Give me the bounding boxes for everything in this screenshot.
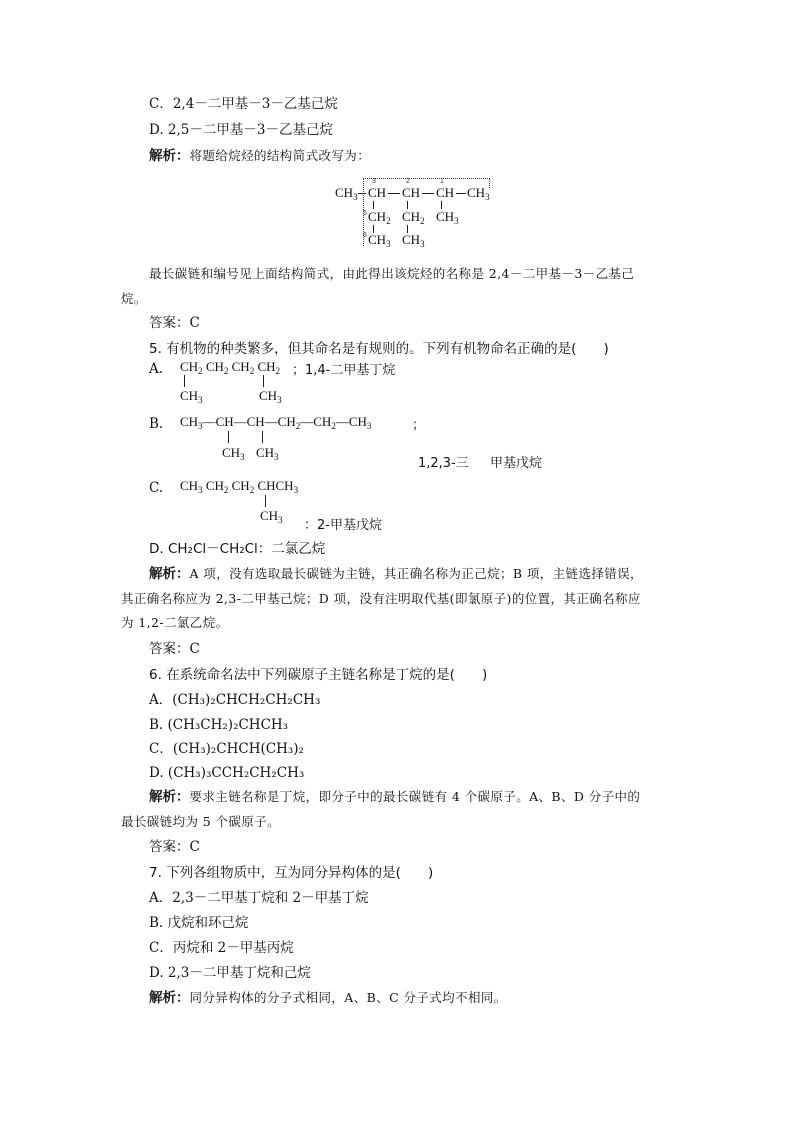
dotted-box-top <box>363 178 490 179</box>
q4-analysis-line2: 烷。 <box>121 291 147 306</box>
q6-option-d: D. (CH₃)₃CCH₂CH₂CH₃ <box>149 765 305 781</box>
bond <box>456 193 466 194</box>
bond <box>265 495 266 507</box>
q4-analysis-line1: 最长碳链和编号见上面结构简式，由此得出该烷烃的名称是 2,4－二甲基－3－乙基己 <box>149 266 635 281</box>
q5-analysis-3: 为 1,2-二氯乙烷。 <box>121 615 229 630</box>
q5-stem: 5. 有机物的种类繁多，但其命名是有规则的。下列有机物命名正确的是( ) <box>149 341 609 357</box>
q5-a-ch3-left: $CH_3$ <box>180 388 203 405</box>
q6-option-a: A．(CH₃)₂CHCH₂CH₂CH₃ <box>149 692 321 708</box>
bottom-ch3-b: $CH_3$ <box>402 232 425 249</box>
dotted-box-right <box>489 178 490 188</box>
q6-answer: 答案：C <box>149 839 200 855</box>
q5-option-b-label: B. <box>149 416 164 432</box>
bond <box>184 375 185 387</box>
chain-ch3-1: $CH_3$ <box>335 185 358 202</box>
bond <box>407 201 408 209</box>
q6-option-b: B. (CH₃CH₂)₂CHCH₃ <box>149 717 289 733</box>
q5-option-a-label: A. <box>149 361 164 377</box>
bottom-ch3-a: $CH_3$ <box>368 232 391 249</box>
chain-ch-3: CH <box>402 185 421 200</box>
bond <box>422 193 434 194</box>
q5-c-ch3: $CH_3$ <box>260 508 283 525</box>
analysis-label: 解析： <box>149 990 190 1006</box>
q5-b-name-1: 1,2,3-三 <box>418 456 469 471</box>
num-2: 2 <box>406 178 410 185</box>
q5-a-name: ；1,4-二甲基丁烷 <box>292 363 396 378</box>
q7-analysis <box>149 989 507 1007</box>
q4-option-c: C．2,4－二甲基－3－乙基己烷 <box>149 96 338 112</box>
analysis-text: 同分异构体的分子式相同，A、B、C 分子式均不相同。 <box>189 990 507 1005</box>
q5-a-chain: $CH_2$ $CH_2$ $CH_2$ $CH_2$ <box>180 359 280 376</box>
analysis-text: 要求主链名称是丁烷，即分子中的最长碳链有 4 个碳原子。A、B、D 分子中的 <box>189 789 641 804</box>
bond <box>388 193 400 194</box>
q6-option-c: C．(CH₃)₂CHCH(CH₃)₂ <box>149 741 304 757</box>
q5-c-chain: $CH_3$ $CH_2$ $CH_2$ $CHCH_3$ <box>180 478 299 495</box>
bond <box>358 193 366 194</box>
chain-ch3-5: $CH_3$ <box>467 185 490 202</box>
bond <box>263 375 264 387</box>
analysis-label: 解析： <box>149 148 190 164</box>
num-3: 3 <box>372 178 376 185</box>
chain-ch-2: CH <box>368 185 387 200</box>
sub-ch2: $CH_2$ <box>368 209 391 226</box>
sub-ch3-right: $CH_3$ <box>436 209 459 226</box>
q4-structure-diagram <box>330 172 490 252</box>
q5-option-c-label: C. <box>149 480 164 496</box>
q5-analysis-2: 其正确名称应为 2,3-二甲基己烷；D 项，没有注明取代基(即氯原子)的位置，其正确名称应 <box>121 591 641 606</box>
sub-ch2-b: $CH_2$ <box>402 209 425 226</box>
q7-option-d: D. 2,3－二甲基丁烷和己烷 <box>149 965 311 981</box>
chain-ch-4: CH <box>436 185 455 200</box>
q6-stem: 6. 在系统命名法中下列碳原子主链名称是丁烷的是( ) <box>149 667 488 683</box>
q7-stem: 7. 下列各组物质中，互为同分异构体的是( ) <box>149 865 434 881</box>
num-5: 5 <box>363 210 367 217</box>
q4-option-d: D. 2,5－二甲基－3－乙基己烷 <box>149 122 333 138</box>
q5-b-ch3-b: $CH_3$ <box>256 445 279 462</box>
analysis-text: 将题给烷烃的结构简式改写为： <box>189 148 371 163</box>
q6-analysis-2: 最长碳链均为 5 个碳原子。 <box>121 814 281 829</box>
q7-option-a: A．2,3－二甲基丁烷和 2－甲基丁烷 <box>149 890 369 906</box>
q5-b-ch3-a: $CH_3$ <box>222 445 245 462</box>
q4-analysis-intro <box>149 147 370 165</box>
q5-b-name-2: 甲基戊烷 <box>490 456 543 471</box>
bond <box>262 431 263 443</box>
q7-option-c: C．丙烷和 2－甲基丙烷 <box>149 940 294 956</box>
q5-b-semicolon: ； <box>412 417 426 432</box>
analysis-label: 解析： <box>149 566 190 582</box>
bond <box>373 201 374 209</box>
dotted-box-left <box>363 178 364 246</box>
q6-analysis-1 <box>149 788 640 806</box>
q5-b-chain: $CH_3—CH—CH—CH_2—CH_2—CH_3$ <box>180 414 372 431</box>
q7-option-b: B. 戊烷和环己烷 <box>149 915 249 931</box>
analysis-label: 解析： <box>149 789 190 805</box>
analysis-text: A 项，没有选取最长碳链为主链，其正确名称为正己烷；B 项，主链选择错误， <box>189 566 643 581</box>
q5-analysis-1 <box>149 565 643 583</box>
q5-answer: 答案：C <box>149 641 200 657</box>
bond <box>441 201 442 209</box>
q4-answer: 答案：C <box>149 315 200 331</box>
q5-a-ch3-right: $CH_3$ <box>259 388 282 405</box>
q5-c-name: ：2-甲基戊烷 <box>304 518 382 533</box>
num-6: 6 <box>363 232 367 239</box>
bond <box>228 431 229 443</box>
q5-option-d: D. CH₂Cl－CH₂Cl：二氯乙烷 <box>149 541 326 557</box>
num-1: 1 <box>440 178 444 185</box>
